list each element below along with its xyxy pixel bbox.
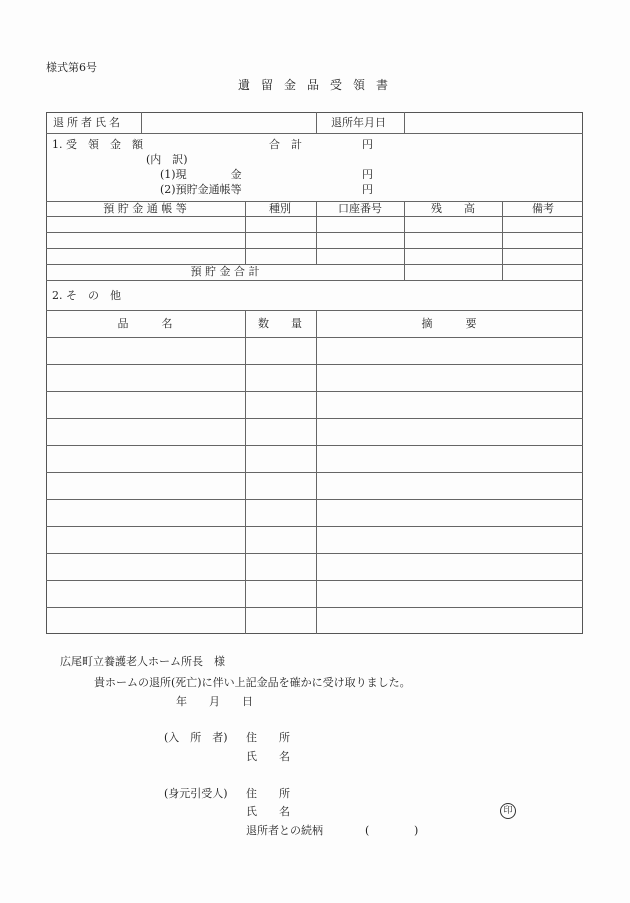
yen-total: 円 xyxy=(362,138,373,151)
col-account-number: 口座番号 xyxy=(338,202,382,215)
col-type: 種別 xyxy=(269,202,291,215)
divider xyxy=(46,499,583,500)
form-number: 様式第6号 xyxy=(46,61,97,74)
divider xyxy=(245,201,246,264)
divider xyxy=(404,112,405,133)
resident-address-label: 住 所 xyxy=(246,731,290,744)
name-field[interactable] xyxy=(145,114,313,131)
date-label: 退所年月日 xyxy=(331,116,386,129)
relation-close-paren: ) xyxy=(414,824,419,837)
addressee: 広尾町立養護老人ホーム所長 様 xyxy=(60,655,225,668)
savings-label: (2)預貯金通帳等 xyxy=(160,183,242,196)
divider xyxy=(46,553,583,554)
divider xyxy=(46,391,583,392)
divider xyxy=(316,112,317,133)
divider xyxy=(141,112,142,133)
guarantor-address-label: 住 所 xyxy=(246,787,290,800)
divider xyxy=(46,133,583,134)
resident-name-label: 氏 名 xyxy=(246,750,290,763)
section1-heading: 1. 受 領 金 額 xyxy=(52,138,143,151)
seal-icon: 印 xyxy=(500,803,516,819)
divider xyxy=(46,418,583,419)
breakdown-label: (内 訳) xyxy=(146,153,188,166)
divider xyxy=(46,526,583,527)
divider xyxy=(46,580,583,581)
divider xyxy=(245,310,246,634)
divider xyxy=(316,201,317,264)
divider xyxy=(404,201,405,280)
col-passbook: 預 貯 金 通 帳 等 xyxy=(103,202,187,215)
guarantor-name-label: 氏 名 xyxy=(246,805,290,818)
total-label: 合 計 xyxy=(269,138,302,151)
divider xyxy=(46,445,583,446)
divider xyxy=(502,201,503,280)
savings-total-label: 預 貯 金 合 計 xyxy=(190,265,260,278)
divider xyxy=(46,280,583,281)
resident-label: (入 所 者) xyxy=(164,731,228,744)
name-label: 退所者氏名 xyxy=(53,116,123,129)
col-balance: 残 高 xyxy=(431,202,475,215)
divider xyxy=(46,310,583,311)
page-title: 遺留金品受領書 xyxy=(238,78,400,92)
divider xyxy=(46,607,583,608)
col-item-name: 品 名 xyxy=(117,317,173,330)
guarantor-label: (身元引受人) xyxy=(164,787,228,800)
cash-label: (1)現 金 xyxy=(160,168,242,181)
divider xyxy=(46,364,583,365)
yen-savings: 円 xyxy=(362,183,373,196)
yen-cash: 円 xyxy=(362,168,373,181)
divider xyxy=(316,310,317,634)
date-field[interactable] xyxy=(408,114,580,131)
divider xyxy=(46,472,583,473)
col-remarks: 備考 xyxy=(532,202,554,215)
divider xyxy=(46,337,583,338)
col-summary: 摘 要 xyxy=(421,317,477,330)
section2-heading: 2. そ の 他 xyxy=(52,289,121,302)
statement: 貴ホームの退所(死亡)に伴い上記金品を確かに受け取りました。 xyxy=(94,676,411,689)
relation-open-paren: ( xyxy=(365,824,370,837)
date-line: 年 月 日 xyxy=(176,695,253,708)
col-quantity: 数 量 xyxy=(258,317,302,330)
receipt-table xyxy=(46,112,583,634)
relation-label: 退所者との続柄 xyxy=(246,824,323,837)
